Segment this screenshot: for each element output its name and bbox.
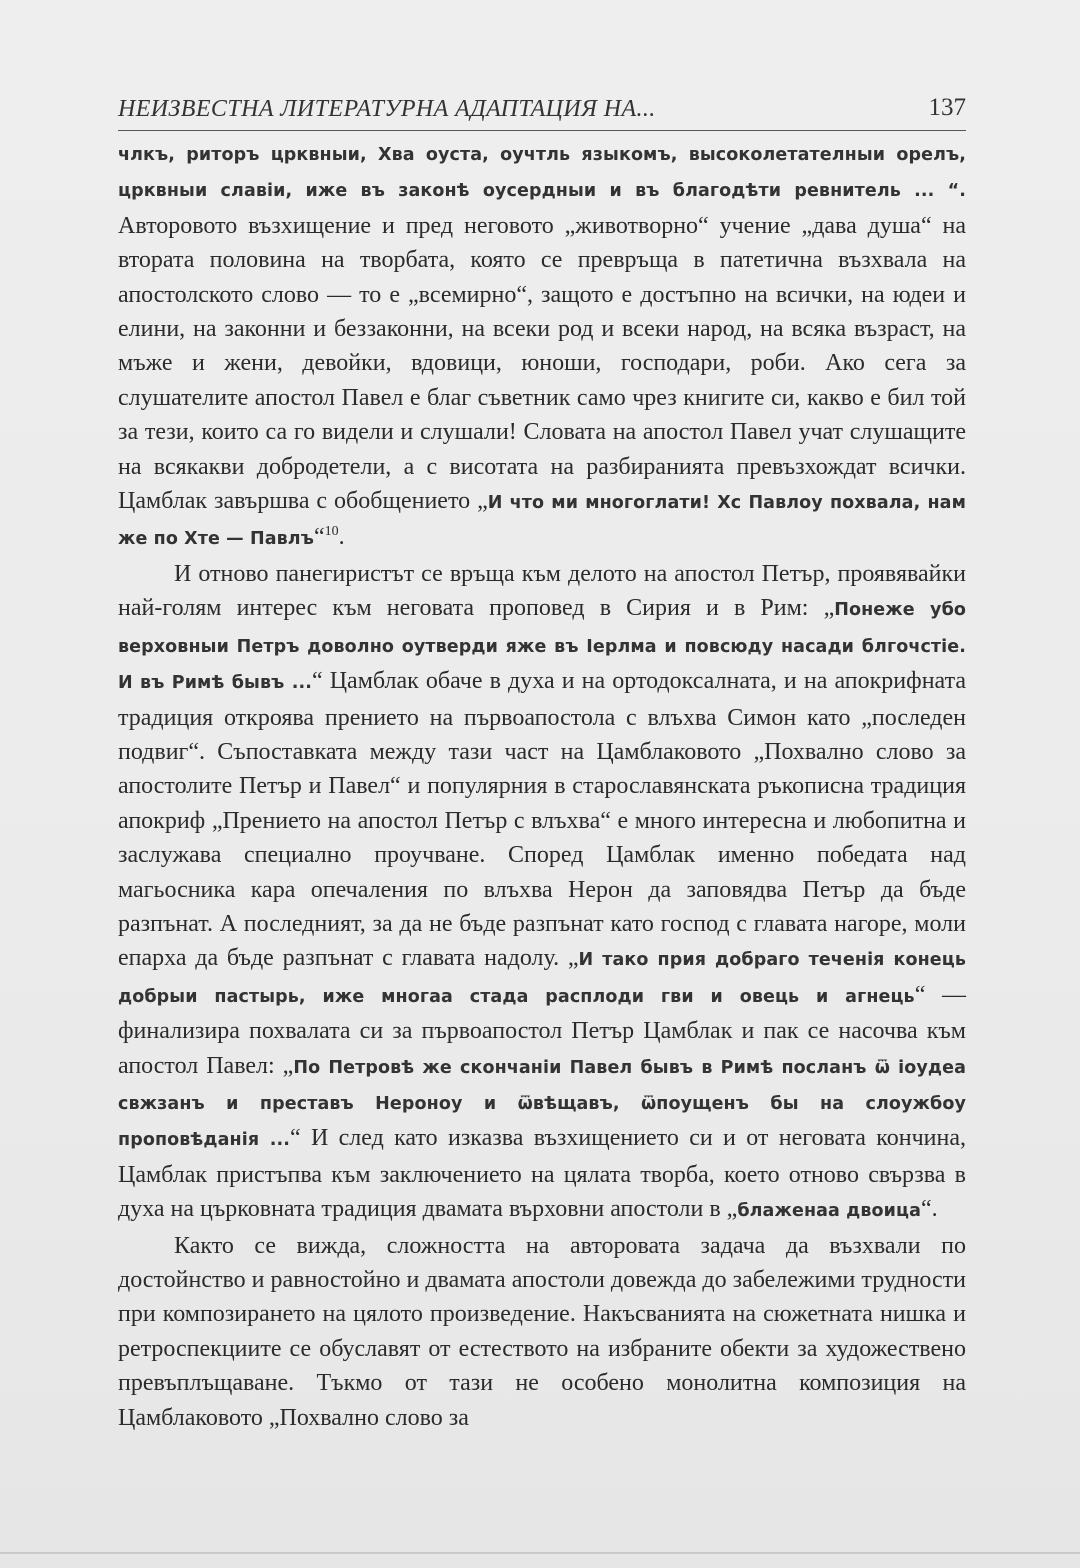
body-text (118, 136, 966, 1435)
scan-bottom-edge (0, 1552, 1080, 1554)
church-slavonic-quote: Понеже убо верховныи Петръ доволно оутверди яже въ Iерлма и повсюду насади блгочстiе. И въ Римѣ бывъ ... (118, 600, 967, 694)
footnote-marker: 10 (324, 524, 339, 540)
paragraph-3 (118, 1229, 966, 1435)
paragraph-1 (118, 136, 966, 557)
paragraph-text: . (338, 524, 345, 551)
paragraph-text: Както се вижда, сложността на авторовата задача да възхвали по достойнство и равностойно и двамата апостоли довежда до забележими трудности при композирането на цялото произведение. Накъсванията на сюжетната нишка и ретроспекциите се обуславят от естеството на избраните обекти за художествено превъплъщаване. Тъкмо от тази не особено монолитна композиция на Цамблаковото „Похвално слово за (118, 1232, 966, 1431)
paragraph-2 (118, 557, 966, 1229)
paragraph-text: “. (921, 1196, 938, 1223)
church-slavonic-quote: И тако прия добраго теченiя конець добрыи пастырь, иже многаа стада расплоди гви и овець и агнець (118, 950, 966, 1007)
running-head (118, 84, 966, 128)
church-slavonic-quote: члкъ, риторъ црквныи, Хва оуста, оучтль языкомъ, высоколетателныи орелъ, црквныи славiи, иже въ законѣ оусердныи и въ благодѣти ревнитель ... “. (118, 145, 966, 202)
header-rule (118, 130, 966, 131)
church-slavonic-quote: По Петровѣ же скончанiи Павел бывъ в Римѣ посланъ ѿ iоудеа свжзанъ и преставъ Нероноу и ѿвѣщавъ, ѿпоущенъ бы на слоужбоу проповѣданiя ... (118, 1057, 966, 1151)
church-slavonic-quote: И что ми многоглати! Хс Павлоу похвала, нам же по Хте — Павлъ (118, 493, 966, 550)
page-number: 137 (928, 94, 966, 121)
paragraph-text: “ И след като изказва възхищението си и от неговата кончина, Цамблак пристъпва към заключението на цялата творба, което отново свързва в духа на църковната традиция двамата върховни апостоли в „ (118, 1125, 966, 1223)
paragraph-text: “ (313, 524, 325, 551)
paragraph-text: Авторовото възхищение и пред неговото „животворно“ учение „дава душа“ на втората половина на творбата, която се превръща в патетична възхвала на апостолското слово — то е „всемирно“, защото е достъпно на всички, на юдеи и елини, на законни и беззаконни, на всеки род и всеки народ, на всяка възраст, на мъже и жени, девойки, вдовици, юноши, господари, роби. Ако сега за слушателите апостол Павел е благ съветник само чрез книгите си, какво е бил той за тези, които са го видели и слушали! Словата на апостол Павел учат слушащите на всякакви добродетели, а с висотата на разбиранията превъзхождат всички. Цамблак завършва с обобщението „ (118, 212, 966, 515)
paragraph-text: “ — финализира похвалата си за първоапостол Петър Цамблак и пак се насочва към апостол Павел: „ (118, 981, 966, 1079)
paragraph-text: И отново панегиристът се връща към делото на апостол Петър, проявявайки най-голям интерес към неговата проповед в Сирия и в Рим: „ (118, 560, 966, 622)
church-slavonic-quote: блаженаа двоица (737, 1201, 922, 1222)
running-title: НЕИЗВЕСТНА ЛИТЕРАТУРНА АДАПТАЦИЯ НА... (118, 96, 656, 122)
paragraph-text: “ Цамблак обаче в духа и на ортодоксалната, и на апокрифната традиция откроява прението на първоапостола с влъхва Симон като „последен подвиг“. Съпоставката между тази част на Цамблаковото „Похвално слово за апостолите Петър и Павел“ и популярния в старославянската ръкописна традиция апокриф „Прението на апостол Петър с влъхва“ е много интересна и любопитна и заслужава специално проучване. Според Цамблак именно победата над магьосника кара опечаления по влъхва Нерон да заповядва Петър да бъде разпънат. А последният, за да не бъде разпънат като господ с главата нагоре, моли епарха да бъде разпънат с главата надолу. „ (118, 668, 966, 972)
